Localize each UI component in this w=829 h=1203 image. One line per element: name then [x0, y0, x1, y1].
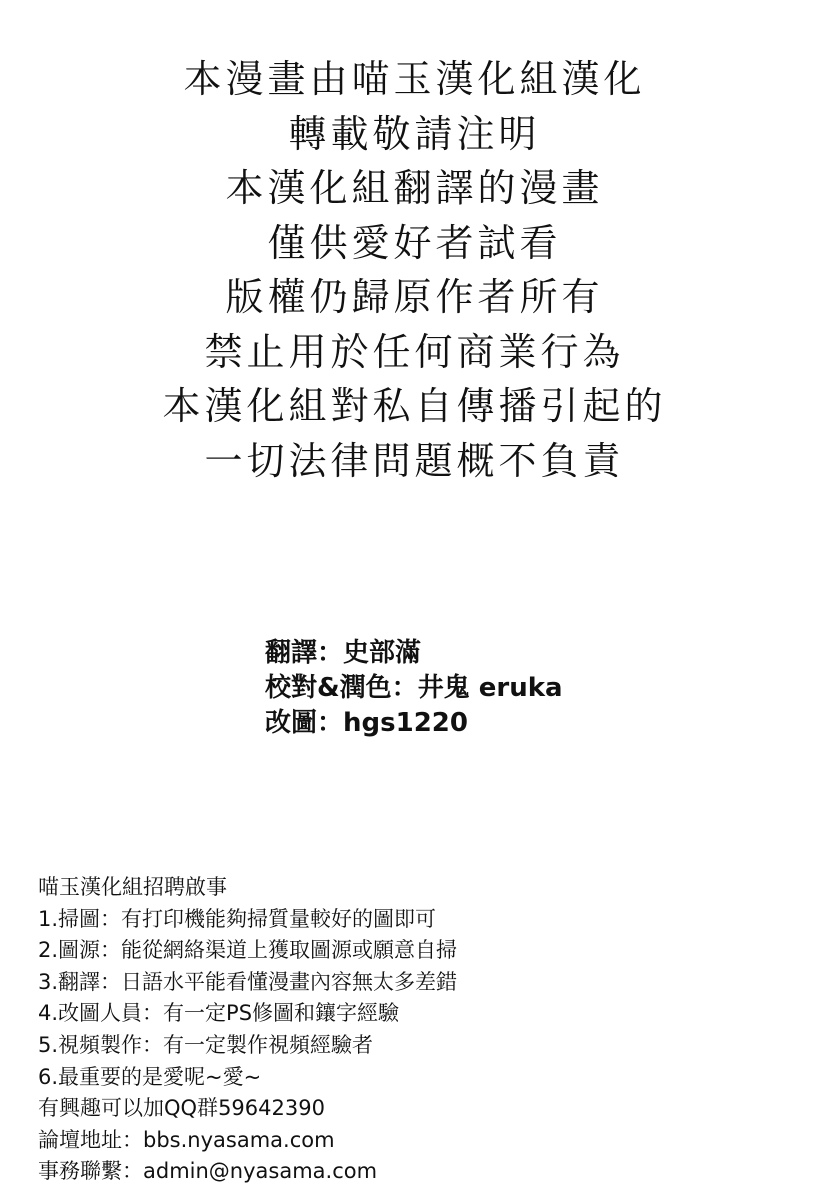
contact-address: admin@nyasama.com — [143, 1159, 378, 1184]
qq-group — [38, 1093, 457, 1125]
item-label: 4.改圖人員： — [38, 1001, 164, 1026]
notice-line: 版權仍歸原作者所有 — [225, 275, 604, 319]
notice-line: 一切法律問題概不負責 — [204, 438, 625, 483]
credit-editing — [265, 706, 563, 741]
credit-value: 史部滿 — [343, 638, 422, 668]
item-value: 有打印機能夠掃質量較好的圖即可 — [121, 906, 437, 931]
item-label: 2.圖源： — [38, 938, 122, 963]
recruitment-item — [38, 935, 457, 967]
recruitment-item — [38, 1030, 457, 1062]
recruitment-item — [38, 1062, 457, 1094]
recruitment-item — [38, 967, 457, 999]
item-value: 最重要的是愛呢~愛~ — [58, 1064, 262, 1089]
item-value: 日語水平能看懂漫畫內容無太多差錯 — [121, 969, 458, 994]
item-label: 3.翻譯： — [38, 969, 122, 994]
forum-label: 論壇地址： — [38, 1127, 143, 1152]
notice-line: 本漫畫由喵玉漢化組漢化 — [183, 57, 646, 101]
credit-label: 改圖： — [265, 708, 344, 738]
credit-proofreading — [265, 671, 563, 706]
item-label: 5.視頻製作： — [38, 1032, 164, 1057]
item-label: 1.掃圖： — [38, 906, 122, 931]
item-value: 能從網絡渠道上獲取圖源或願意自掃 — [121, 938, 458, 963]
recruitment-item — [38, 904, 457, 936]
copyright-notice — [0, 52, 829, 488]
notice-line: 轉載敬請注明 — [288, 111, 541, 156]
recruitment-title: 喵玉漢化組招聘啟事 — [38, 875, 227, 899]
forum-url: bbs.nyasama.com — [143, 1127, 335, 1152]
notice-line: 本漢化組對私自傳播引起的 — [162, 384, 667, 428]
qq-label: 有興趣可以加QQ群 — [38, 1096, 219, 1121]
credit-label: 校對&潤色： — [265, 673, 418, 703]
recruitment-item — [38, 998, 457, 1030]
notice-line: 僅供愛好者試看 — [267, 220, 562, 265]
item-label: 6. — [38, 1064, 59, 1089]
contact-email — [38, 1156, 457, 1188]
qq-number: 59642390 — [218, 1096, 325, 1121]
item-value: 有一定製作視頻經驗者 — [163, 1032, 374, 1057]
item-value: 有一定PS修圖和鑲字經驗 — [163, 1001, 400, 1026]
credit-value: 井鬼 eruka — [417, 673, 563, 703]
credit-label: 翻譯： — [265, 638, 344, 668]
contact-label: 事務聯繫： — [38, 1159, 143, 1184]
credits-block — [265, 636, 563, 741]
credit-value: hgs1220 — [343, 708, 468, 738]
notice-line: 本漢化組翻譯的漫畫 — [225, 166, 604, 210]
credit-translation — [265, 636, 563, 671]
forum-address — [38, 1125, 457, 1157]
recruitment-notice — [38, 872, 457, 1188]
notice-line: 禁止用於任何商業行為 — [204, 329, 625, 374]
